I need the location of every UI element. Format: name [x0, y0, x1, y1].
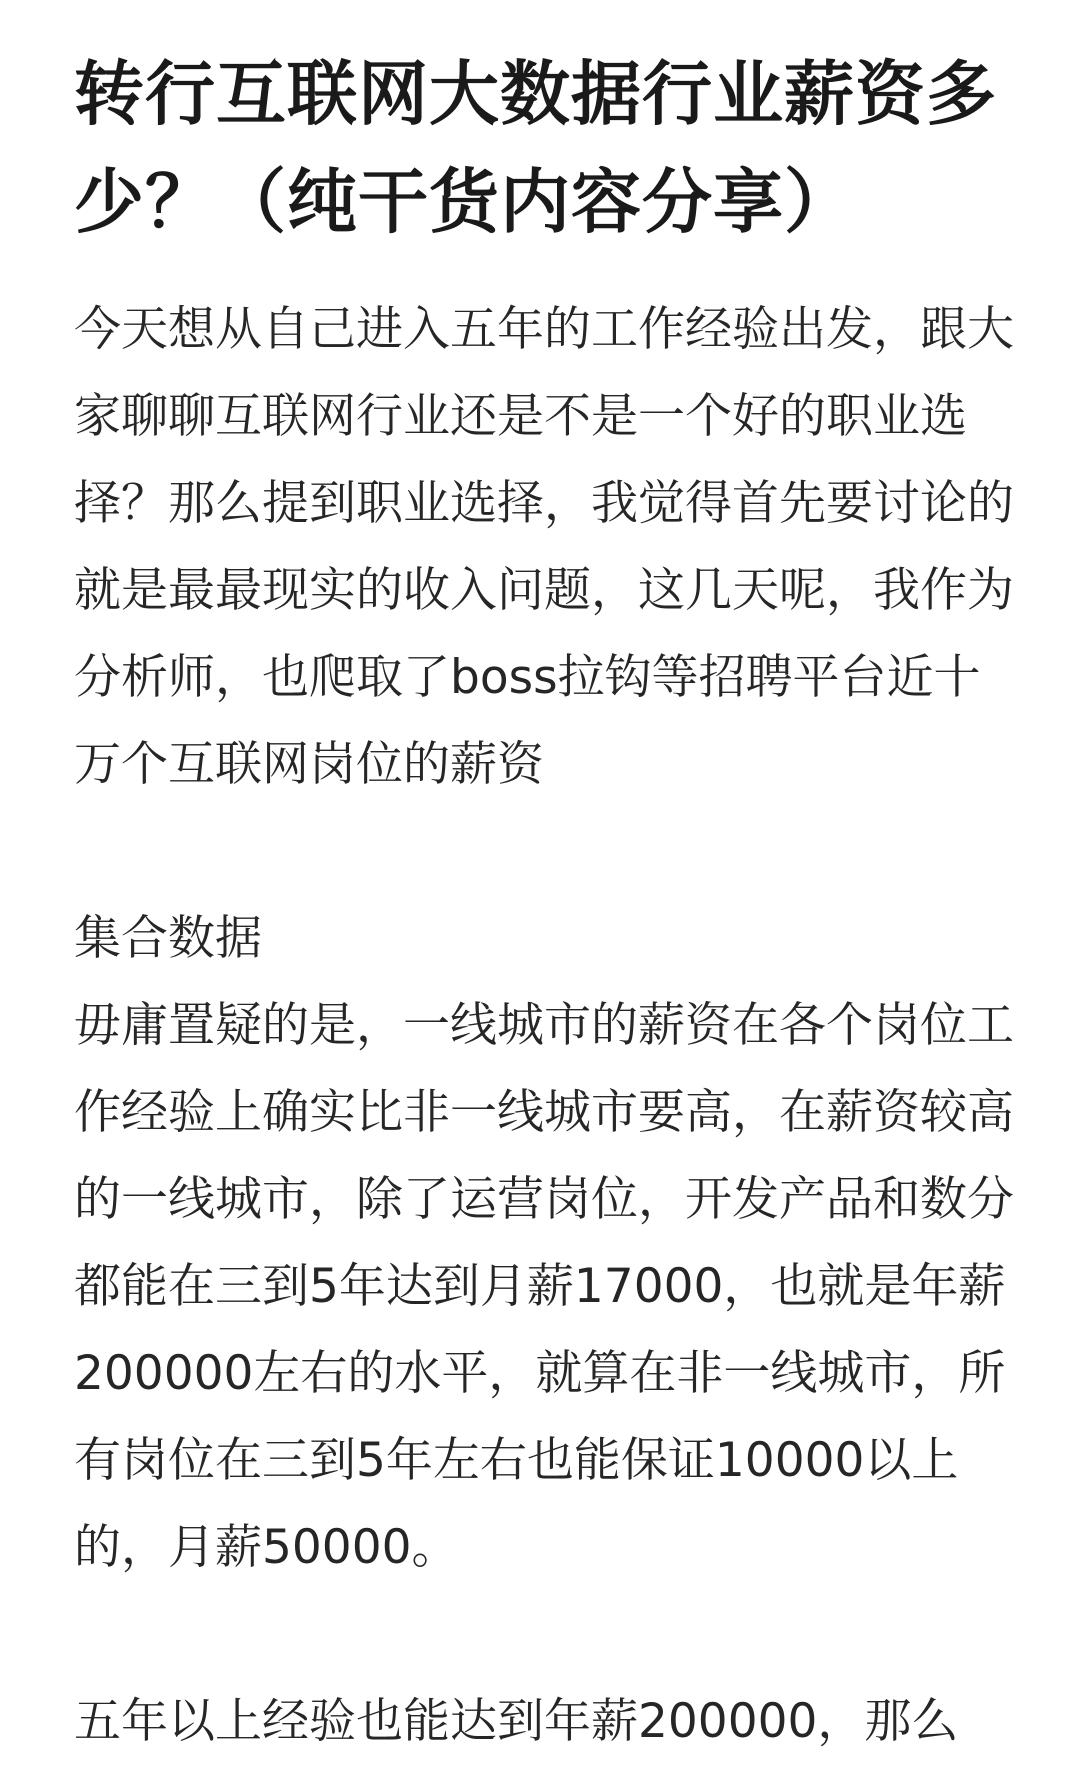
paragraph-spacer	[74, 808, 1014, 895]
section-paragraph: 毋庸置疑的是，一线城市的薪资在各个岗位工作经验上确实比非一线城市要高，在薪资较高的一线城市，除了运营岗位，开发产品和数分都能在三到5年达到月薪17000，也就是年薪200000左右的水平，就算在非一线城市，所有岗位在三到5年左右也能保证10000以上的，月薪50000。	[74, 998, 1014, 1575]
paragraph-spacer	[74, 1591, 1014, 1678]
intro-paragraph: 今天想从自己进入五年的工作经验出发，跟大家聊聊互联网行业还是不是一个好的职业选择？那么提到职业选择，我觉得首先要讨论的就是最最现实的收入问题，这几天呢，我作为分析师，也爬取了boss拉钩等招聘平台近十万个互联网岗位的薪资	[74, 302, 1014, 792]
article-title: 转行互联网大数据行业薪资多少？（纯干货内容分享）	[74, 53, 997, 243]
article	[74, 40, 1014, 1765]
next-paragraph: 五年以上经验也能达到年薪200000，那么	[74, 1694, 959, 1749]
section-heading: 集合数据	[74, 911, 262, 966]
